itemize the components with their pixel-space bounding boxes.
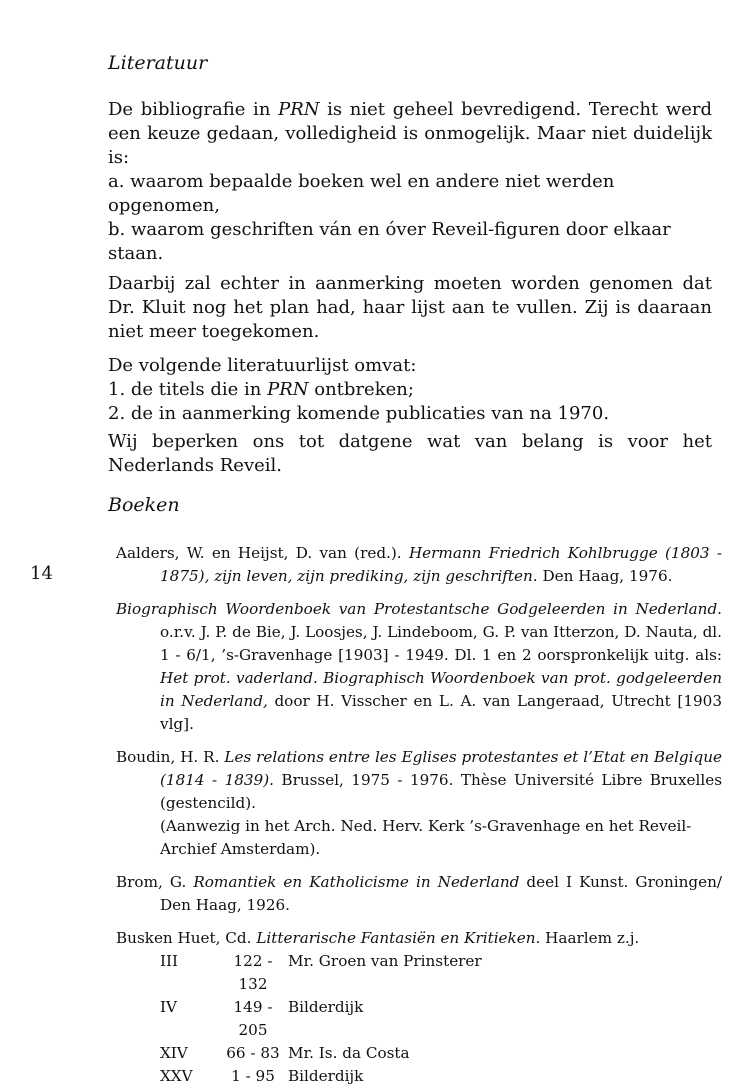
bibliography-entry-text [116,542,722,588]
bibliography-entry-text [116,598,722,736]
volume-row [160,1065,482,1088]
intro-paragraph-4: Wij beperken ons tot datgene wat van belang is voor het Nederlands Reveil. [108,431,712,476]
text-segment: Haarlem z.j. [540,929,640,947]
bibliography-entry [116,746,722,861]
intro-paragraph-2: Daarbij zal echter in aanmerking moeten worden genomen dat Dr. Kluit nog het plan had, haar lijst aan te vullen. Zij is daaraan niet meer toegekomen. [108,273,712,342]
volume-subject: Mr. Groen van Prinsterer [288,952,482,970]
bibliography-entry [116,598,722,736]
bibliography-entry [116,871,722,917]
volume-number: XXV [160,1067,193,1085]
bibliography-entry [116,542,722,588]
bibliography-entry-text [116,927,722,950]
volume-table [160,950,482,1088]
text-segment: deel I Kunst. Groningen/ Den Haag, 1926. [160,873,722,914]
bibliography-entry [116,927,722,1088]
text-segment: De bibliografie in [108,99,279,120]
intro-text [108,98,712,478]
bibliography-list [116,542,722,1088]
text-segment: 1. de titels die in [108,379,268,400]
volume-pages: 149 - 205 [233,998,273,1039]
intro-paragraph-3: De volgende literatuurlijst omvat: [108,355,417,376]
volume-row [160,1042,482,1065]
volume-number: XIV [160,1044,188,1062]
text-segment: Boudin, H. R. [116,748,225,766]
volume-pages: 122 - 132 [233,952,273,993]
books-heading: Boeken [108,494,180,516]
intro-list-item: a. waarom bepaalde boeken wel en andere niet werden opgenomen, [108,171,615,216]
italic-text-segment: Litterarische Fantasiën en Kritieken. [256,929,541,947]
intro-list-item: b. waarom geschriften ván en óver Reveil-figuren door elkaar staan. [108,219,671,264]
volume-row [160,950,482,996]
bibliography-entry-text [116,746,722,815]
intro-list-item [108,402,712,426]
italic-text-segment: PRN [267,379,309,400]
italic-text-segment: PRN [278,99,320,120]
italic-text-segment: Het prot. vaderland. Biographisch Woordenboek van prot. godgeleerden in Nederland, [160,669,722,710]
text-segment: Den Haag, 1976. [537,567,673,585]
text-segment: 2. de in aanmerking komende publicaties van na 1970. [108,403,610,424]
italic-text-segment: Les relations entre les Eglises protestantes et l’Etat en Belgique (1814 - 1839). [160,748,723,789]
text-segment: ontbreken; [308,379,414,400]
text-segment: o.r.v. J. P. de Bie, J. Loosjes, J. Lindeboom, G. P. van Itterzon, D. Nauta, dl. 1 - 6/1, ’s-Gravenhage [1903] - 1949. Dl. 1 en 2 oorspronkelijk uitg. als: [160,623,722,664]
literature-heading: Literatuur [108,52,208,74]
text-segment: Brussel, 1975 - 1976. Thèse Université Libre Bruxelles (gestencild). [160,771,722,812]
bibliography-entry-note: (Aanwezig in het Arch. Ned. Herv. Kerk ’s-Gravenhage en het Reveil-Archief Amsterdam). [160,817,692,858]
volume-pages: 66 - 83 [226,1044,280,1062]
volume-row [160,996,482,1042]
text-segment: Brom, G. [116,873,194,891]
bibliography-entry-text [116,871,722,917]
volume-subject: Bilderdijk [288,998,364,1016]
intro-list-item [108,378,712,402]
text-segment: door H. Visscher en L. A. van Langeraad, Utrecht [1903 vlg]. [160,692,722,733]
italic-text-segment: Biographisch Woordenboek van Protestantsche Godgeleerden in Nederland. [116,600,722,618]
intro-paragraph-1 [108,98,712,170]
text-segment: Aalders, W. en Heijst, D. van (red.). [116,544,409,562]
volume-subject: Mr. Is. da Costa [288,1044,410,1062]
volume-number: III [160,952,178,970]
page-number: 14 [30,563,53,584]
italic-text-segment: Romantiek en Katholicisme in Nederland [193,873,520,891]
volume-subject: Bilderdijk [288,1067,364,1085]
italic-text-segment: Hermann Friedrich Kohlbrugge (1803 - 1875), zijn leven, zijn prediking, zijn geschriften. [160,544,722,585]
volume-pages: 1 - 95 [231,1067,275,1085]
text-segment: is niet geheel bevredigend. Terecht werd een keuze gedaan, volledigheid is onmogelijk. Maar niet duidelijk is: [108,99,712,168]
volume-number: IV [160,998,177,1016]
text-segment: Busken Huet, Cd. [116,929,257,947]
